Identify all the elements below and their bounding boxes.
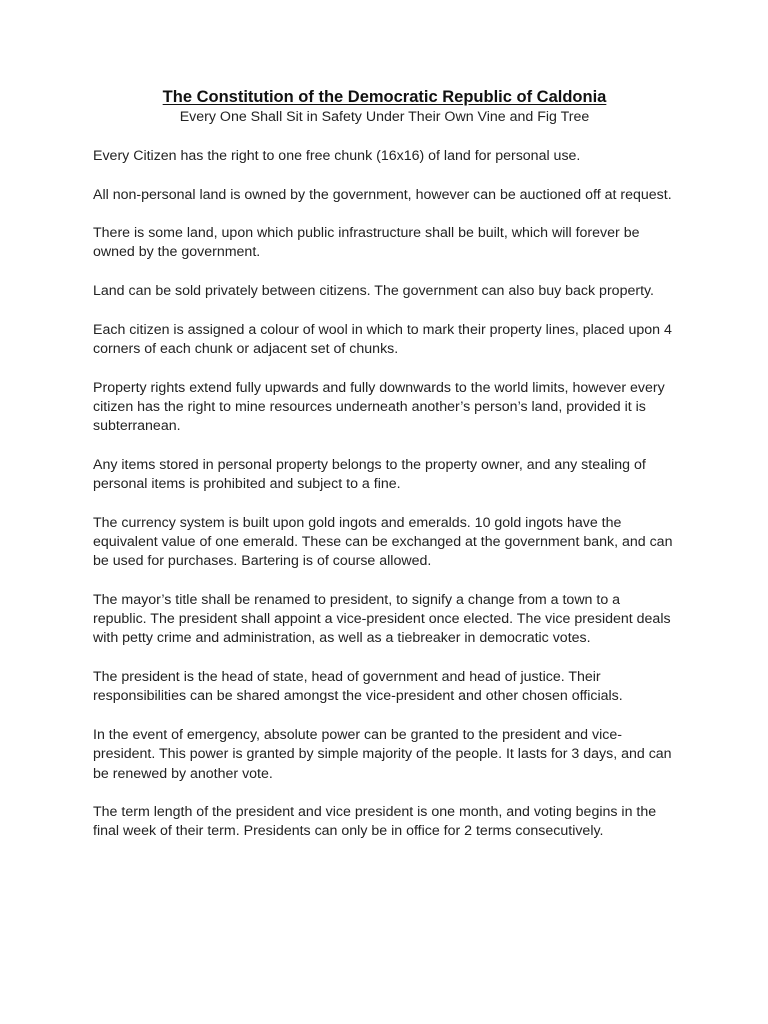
paragraph-emergency-powers: In the event of emergency, absolute power can be granted to the president and vice-president. This power is granted by simple majority of the people. It lasts for 3 days, and can be renewed by another vote. bbox=[93, 726, 672, 782]
paragraph-private-sale: Land can be sold privately between citizens. The government can also buy back property. bbox=[93, 283, 654, 300]
paragraph-land-right: Every Citizen has the right to one free chunk (16x16) of land for personal use. bbox=[93, 148, 581, 164]
paragraph-head-of-state: The president is the head of state, head of government and head of justice. Their responsibilities can be shared amongst the vice-president and other chosen officials. bbox=[93, 669, 623, 705]
paragraph-president-title: The mayor’s title shall be renamed to president, to signify a change from a town to a republic. The president shall appoint a vice-president once elected. The vice president deals with petty crime and administration, as well as a tiebreaker in democratic votes. bbox=[93, 591, 671, 647]
paragraph-public-infrastructure: There is some land, upon which public infrastructure shall be built, which will forever be owned by the government. bbox=[93, 225, 640, 261]
document-subtitle: Every One Shall Sit in Safety Under Their Own Vine and Fig Tree bbox=[179, 109, 590, 125]
paragraph-term-length: The term length of the president and vice president is one month, and voting begins in the final week of their term. Presidents can only be in office for 2 terms consecutively. bbox=[93, 804, 657, 840]
paragraph-non-personal-land: All non-personal land is owned by the government, however can be auctioned off at request. bbox=[93, 186, 672, 203]
paragraph-wool-markers: Each citizen is assigned a colour of wool in which to mark their property lines, placed upon 4 corners of each chunk or adjacent set of chunks. bbox=[93, 321, 672, 357]
paragraph-property-rights: Property rights extend fully upwards and fully downwards to the world limits, however every citizen has the right to mine resources underneath another’s person’s land, provided it is subterranean. bbox=[93, 379, 665, 435]
paragraph-currency: The currency system is built upon gold ingots and emeralds. 10 gold ingots have the equivalent value of one emerald. These can be exchanged at the government bank, and can be used for purchases. Bartering is of course allowed. bbox=[93, 514, 673, 570]
document-body bbox=[93, 147, 676, 842]
paragraph-personal-items: Any items stored in personal property belongs to the property owner, and any stealing of personal items is prohibited and subject to a fine. bbox=[93, 456, 646, 493]
document-title: The Constitution of the Democratic Republic of Caldonia bbox=[162, 88, 607, 106]
